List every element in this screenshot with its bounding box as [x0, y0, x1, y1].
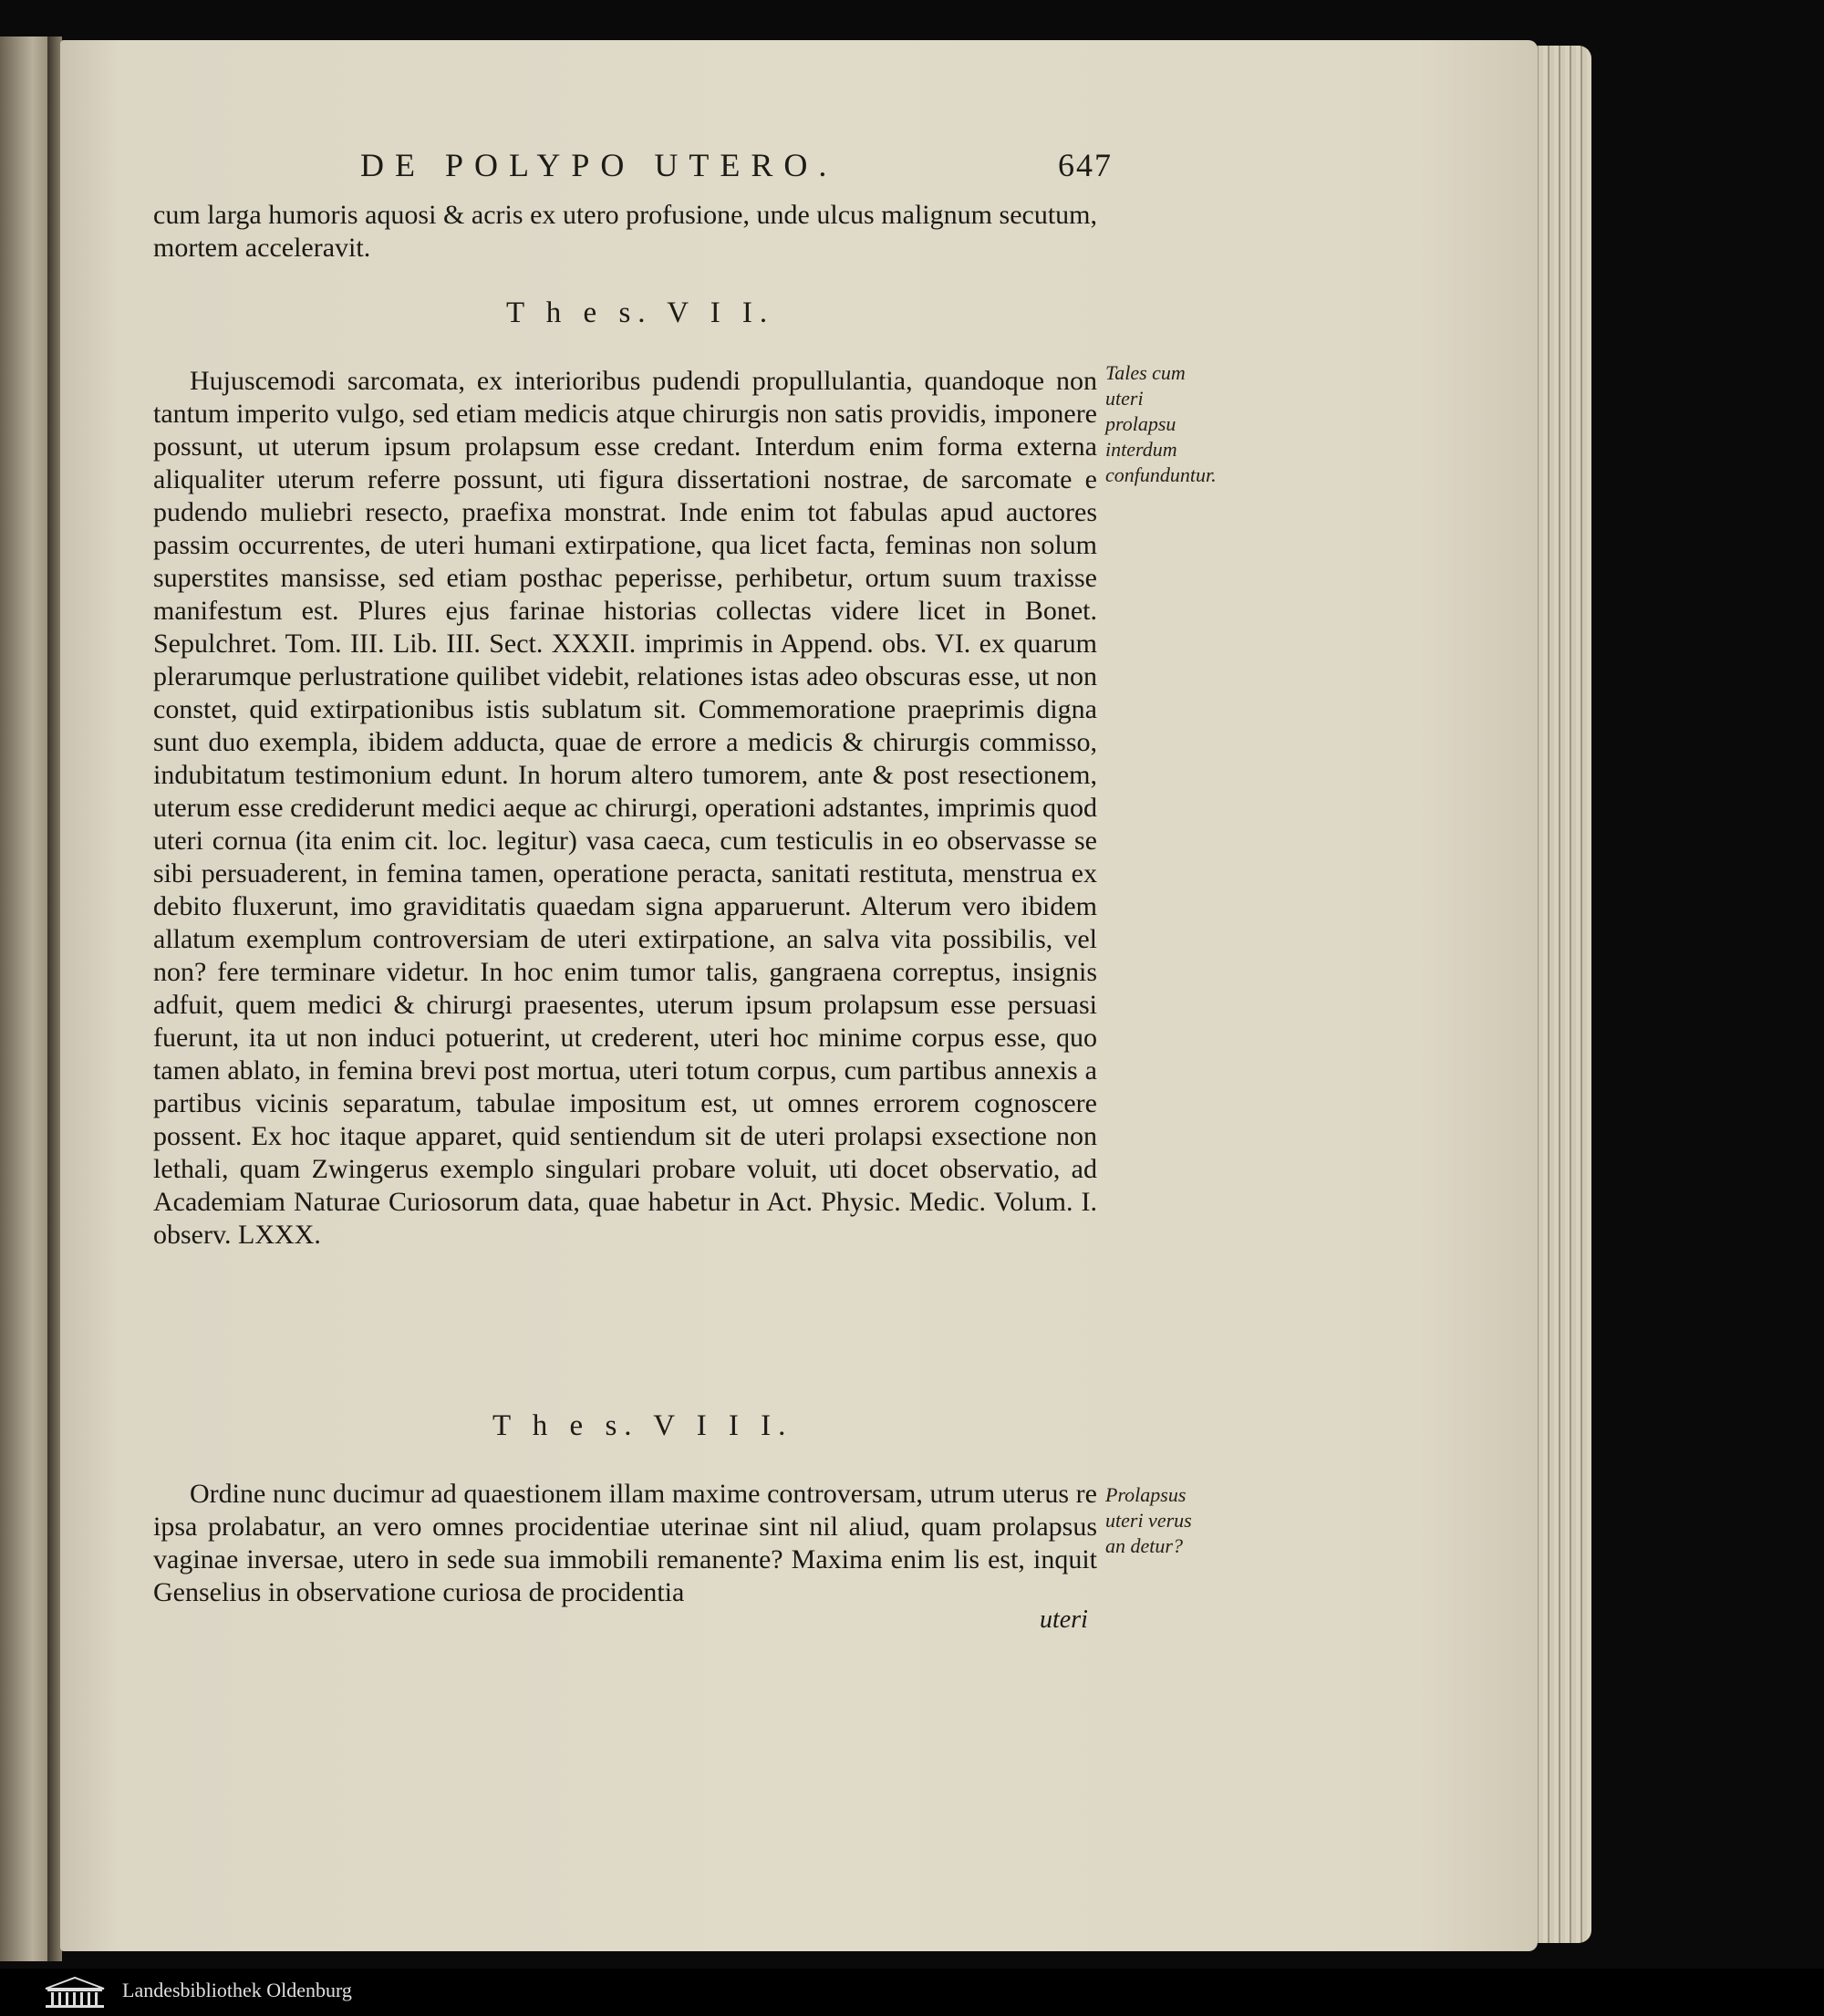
- margin-note-vii: Tales cum uteri prolapsu interdum confunduntur.: [1105, 361, 1217, 486]
- library-building-icon: [42, 1974, 108, 2011]
- section-heading-vii: T h e s. V I I.: [506, 296, 775, 329]
- running-head: DE POLYPO UTERO.: [360, 147, 838, 183]
- catchword: uteri: [1040, 1606, 1088, 1634]
- page-number: 647: [1058, 147, 1113, 183]
- section-heading-viii: T h e s. V I I I.: [492, 1409, 793, 1442]
- margin-note-viii: Prolapsus uteri verus an detur?: [1105, 1483, 1192, 1557]
- footer-bar: [0, 1969, 1824, 2016]
- continued-paragraph: cum larga humoris aquosi & acris ex utero profusione, unde ulcus malignum secutum, mortem acceleravit.: [153, 200, 1097, 263]
- library-name: Landesbibliothek Oldenburg: [122, 1979, 352, 2001]
- paragraph-thes-vii: Hujuscemodi sarcomata, ex interioribus pudendi propullulantia, quandoque non tantum imperito vulgo, sed etiam medicis atque chirurgis non satis providis, imponere possunt, ut uterum ipsum prolapsum esse credant. Interdum enim forma externa aliqualiter uterum referre possunt, uti figura dissertationi nostrae, de sarcomate e pudendo muliebri resecto, praefixa monstrat. Inde enim tot fabulas apud auctores passim occurrentes, de uteri humani extirpatione, qua licet facta, feminas non solum superstites mansisse, sed etiam posthac peperisse, perhibetur, ortum suum traxisse manifestum est. Plures ejus farinae historias collectas videre licet in Bonet. Sepulchret. Tom. III. Lib. III. Sect. XXXII. imprimis in Append. obs. VI. ex quarum plerarumque perlustratione quilibet videbit, relationes istas adeo obscuras esse, ut non constet, quid extirpationibus istis sublatum sit. Commemoratione praeprimis digna sunt duo exempla, ibidem adducta, quae de errore a medicis & chirurgis commisso, indubitatum testimonium edunt. In horum altero tumorem, ante & post resectionem, uterum esse crediderunt medici aeque ac chirurgi, operationi adstantes, imprimis quod uteri cornua (ita enim cit. loc. legitur) vasa caeca, cum testiculis in eo observasse se sibi persuaderent, in femina tamen, operatione peracta, sanitati restituta, menstrua ex debito fluxerunt, imo graviditatis quaedam signa apparuerunt. Alterum vero ibidem allatum exemplum controversiam de uteri extirpatione, an salva vita possibilis, vel non? fere terminare videtur. In hoc enim tumor talis, gangraena correptus, insignis adfuit, quem medici & chirurgi praesentes, uterum ipsum prolapsum esse persuasi fuerunt, ita ut non induci potuerint, ut crederent, uteri hoc minime corpus esse, quo tamen ablato, in femina brevi post mortua, uteri totum corpus, cum partibus annexis a partibus vicinis separatum, tabulae impositum est, ut omnes errorem cognoscere possent. Ex hoc itaque apparet, quid sentiendum sit de uteri prolapsi exsectione non lethali, quam Zwingerus exemplo singulari probare voluit, uti docet observatio, ad Academiam Naturae Curiosorum data, quae habetur in Act. Physic. Medic. Volum. I. observ. LXXX.: [153, 366, 1097, 1250]
- paragraph-thes-viii: Ordine nunc ducimur ad quaestionem illam maxime controversam, utrum uterus re ipsa prolabatur, an vero omnes procidentiae uterinae sint nil aliud, quam prolapsus vaginae inversae, utero in sede sua immobili remanente? Maxima enim lis est, inquit Genselius in observatione curiosa de procidentia: [153, 1479, 1097, 1607]
